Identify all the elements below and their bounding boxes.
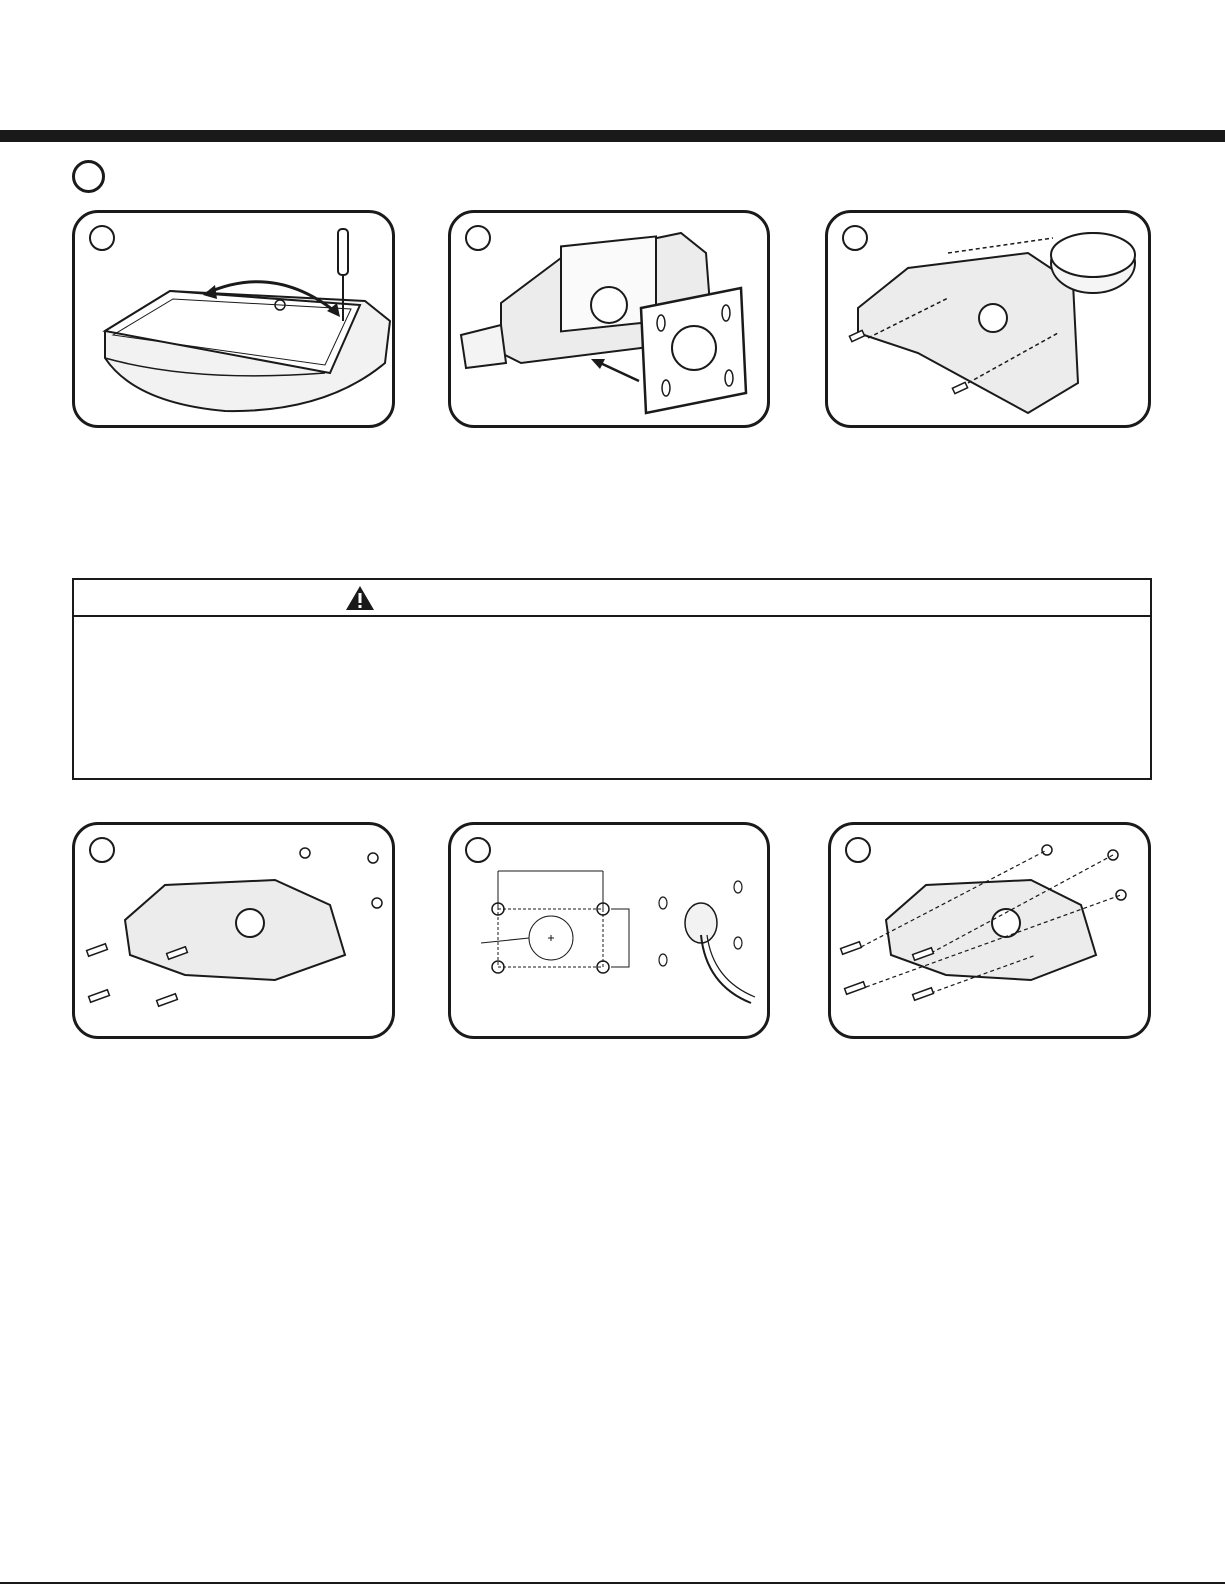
header-rule (0, 130, 1225, 142)
drilling-template-illustration (451, 825, 770, 1039)
step-number-circle (465, 225, 491, 251)
junction-box-illustration (828, 213, 1151, 428)
open-fixture-illustration (75, 213, 395, 428)
warning-header (74, 580, 1150, 617)
step-number-circle (842, 225, 868, 251)
housing-bolts-illustration (75, 825, 395, 1039)
warning-box (72, 578, 1152, 780)
warning-triangle-icon (344, 584, 376, 612)
step-number-circle (89, 837, 115, 863)
step-number-circle (89, 225, 115, 251)
step-number-circle (845, 837, 871, 863)
footer-rule (0, 1582, 1225, 1584)
wall-mount-illustration (831, 825, 1151, 1039)
step-panel-open-fixture (72, 210, 395, 428)
step-panel-housing-bolts (72, 822, 395, 1039)
step-number-circle (465, 837, 491, 863)
section-number-circle (72, 160, 105, 193)
step-panel-drilling-template (448, 822, 770, 1039)
step-panel-junction-box (825, 210, 1151, 428)
step-panel-mounting-plate (448, 210, 770, 428)
mounting-plate-illustration (451, 213, 770, 428)
step-panel-wall-mount (828, 822, 1151, 1039)
